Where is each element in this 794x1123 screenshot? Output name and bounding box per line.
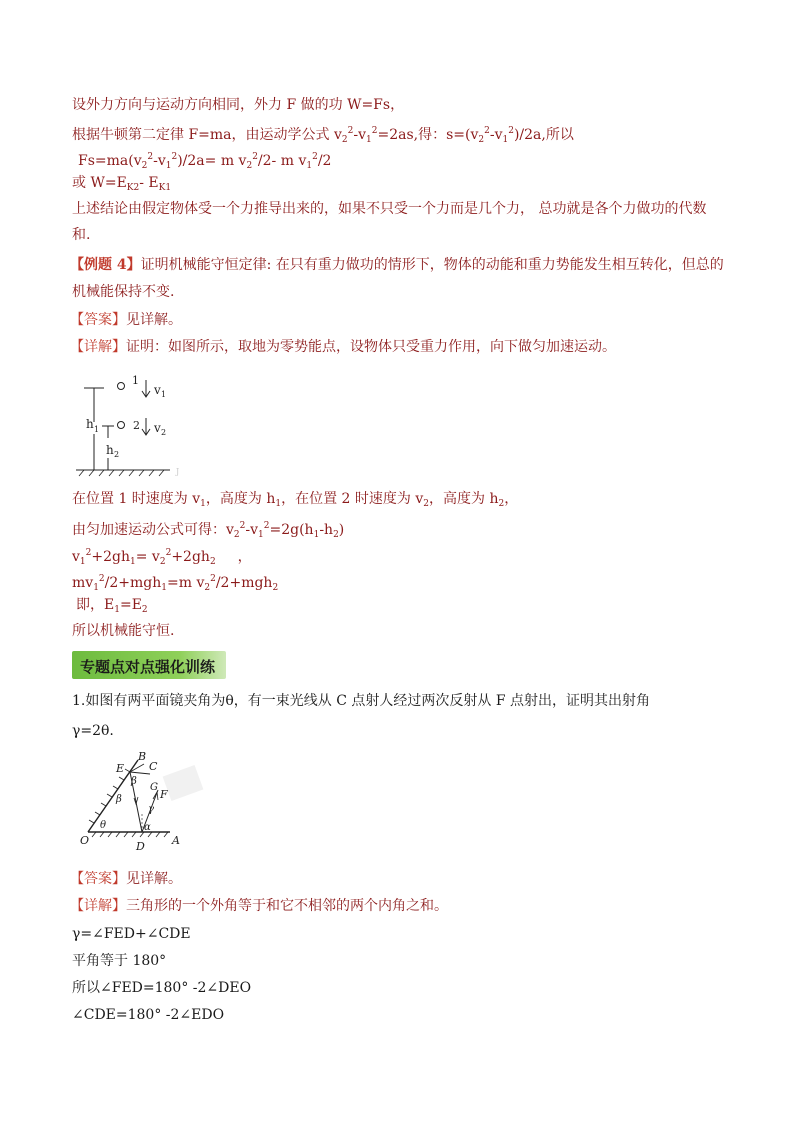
proof-line-2: 由匀加速运动公式可得：$v_2^2-v_1^2=2g(h_1-h_2)$ bbox=[72, 521, 345, 540]
h1-subscript: 1 bbox=[94, 425, 100, 434]
position-2-label: 2 bbox=[133, 419, 140, 432]
v1-subscript: 1 bbox=[161, 390, 167, 399]
point-O-label: O bbox=[80, 834, 90, 847]
two-mirror-diagram bbox=[78, 752, 218, 852]
problem1-eq-2: 平角等于 180° bbox=[72, 953, 167, 969]
problem1-eq-4: ∠CDE=180° -2∠EDO bbox=[72, 1007, 225, 1023]
point-A-label: A bbox=[172, 834, 180, 847]
point-F-label: F bbox=[160, 788, 168, 801]
derivation-line-2: 根据牛顿第二定律 F=ma，由运动学公式 $v_2^2-v_1^2=2as$,得：$s=(v_2^2-v_1^2)/2a$,所以 bbox=[72, 126, 574, 145]
section-banner bbox=[72, 651, 226, 679]
angle-alpha-label: α bbox=[144, 822, 151, 833]
v2-subscript: 2 bbox=[161, 428, 167, 437]
derivation-line-3: $Fs=ma(v_2^2-v_1^2)/2a= m$ $v_2^2/2-$ m $v_1^2/2$ bbox=[78, 152, 332, 171]
problem1-answer: 【答案】见详解。 bbox=[70, 871, 182, 887]
falling-object-diagram bbox=[74, 370, 194, 480]
example4-statement-line-2: 机械能保持不变. bbox=[72, 284, 175, 300]
ground-hatching bbox=[79, 470, 164, 476]
point-B-label: B bbox=[138, 752, 147, 763]
example4-detail: 【详解】证明：如图所示，取地为零势能点，设物体只受重力作用，向下做匀加速运动。 bbox=[70, 339, 616, 355]
proof-line-5: 即，$E_1=E_2$ bbox=[76, 597, 148, 615]
proof-line-4: $mv_1^2/2+mgh_1=m$ $v_2^2/2+mgh_2$ bbox=[72, 574, 279, 593]
position-1-label: 1 bbox=[132, 374, 139, 387]
example4-statement-line-1: 【例题 4】证明机械能守恒定律: 在只有重力做功的情形下，物体的动能和重力势能发生相互转化，但总的 bbox=[70, 257, 724, 273]
problem1-detail: 【详解】三角形的一个外角等于和它不相邻的两个内角之和。 bbox=[70, 898, 448, 914]
proof-line-6: 所以机械能守恒. bbox=[72, 623, 175, 639]
figure-mark: J bbox=[176, 467, 180, 476]
v1-label: v bbox=[154, 383, 161, 397]
problem1-line-1: 1.如图有两平面镜夹角为θ，有一束光线从 C 点射人经过两次反射从 F 点射出，证明其出射角 bbox=[72, 693, 651, 709]
section-title: 专题点对点强化训练 bbox=[80, 658, 216, 676]
proof-line-3: $v_1^2+2gh_1= v_2^2+2gh_2$ ， bbox=[72, 548, 252, 567]
derivation-line-4: 或 $W=E_{K2}-$ $E_{K1}$ bbox=[72, 175, 172, 193]
derivation-line-6: 和. bbox=[72, 227, 91, 243]
point-C-label: C bbox=[149, 760, 158, 773]
point-G-label: G bbox=[150, 782, 158, 793]
h2-subscript: 2 bbox=[114, 450, 120, 459]
angle-theta-label: θ bbox=[100, 820, 107, 831]
v2-label: v bbox=[154, 421, 161, 435]
problem1-eq-3: 所以∠FED=180° -2∠DEO bbox=[72, 980, 252, 996]
position-1-ball bbox=[118, 383, 125, 390]
problem1-eq-1: γ=∠FED+∠CDE bbox=[72, 926, 191, 942]
point-E-label: E bbox=[116, 762, 125, 775]
angle-beta-top-label: β bbox=[131, 776, 137, 787]
point-D-label: D bbox=[136, 840, 145, 852]
angle-gamma-label: γ bbox=[148, 804, 154, 815]
derivation-line-5: 上述结论由假定物体受一个力推导出来的，如果不只受一个力而是几个力， 总功就是各个力做功的代数 bbox=[72, 201, 707, 217]
example4-answer: 【答案】见详解。 bbox=[70, 312, 182, 328]
problem1-line-2: γ=2θ. bbox=[72, 723, 114, 739]
h2-label: h bbox=[106, 443, 114, 457]
angle-beta-lower-label: β bbox=[116, 794, 122, 805]
example4-tag: 【例题 4】 bbox=[70, 257, 141, 273]
proof-line-1: 在位置 1 时速度为 $v_1$，高度为 $h_1$，在位置 2 时速度为 $v_2$，高度为 $h_2$， bbox=[72, 491, 519, 509]
h1-label: h bbox=[86, 417, 94, 431]
position-2-ball bbox=[118, 422, 125, 429]
derivation-line-1: 设外力方向与运动方向相同，外力 F 做的功 W=Fs， bbox=[72, 97, 405, 113]
